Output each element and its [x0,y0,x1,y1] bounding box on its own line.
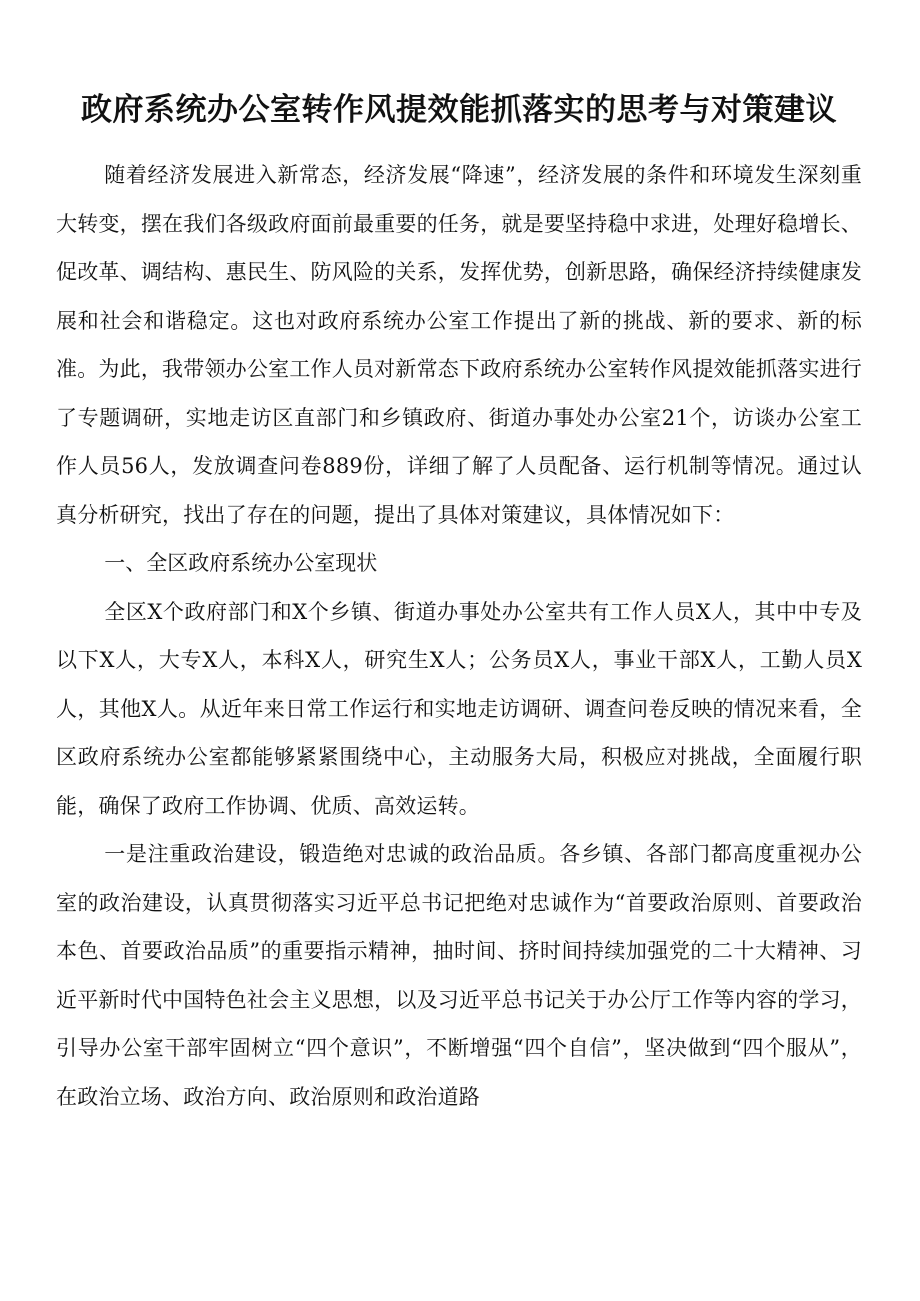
document-title: 政府系统办公室转作风提效能抓落实的思考与对策建议 [81,92,837,128]
intro-paragraph: 随着经济发展进入新常态，经济发展“降速”，经济发展的条件和环境发生深刻重大转变，摆在我们各级政府面前最重要的任务，就是要坚持稳中求进，处理好稳增长、促改革、调结构、惠民生、防风险的关系，发挥优势，创新思路，确保经济持续健康发展和社会和谐稳定。这也对政府系统办公室工作提出了新的挑战、新的要求、新的标准。为此，我带领办公室工作人员对新常态下政府系统办公室转作风提效能抓落实进行了专题调研，实地走访区直部门和乡镇政府、街道办事处办公室21个，访谈办公室工作人员56人，发放调查问卷889份，详细了解了人员配备、运行机制等情况。通过认真分析研究，找出了存在的问题，提出了具体对策建议，具体情况如下： [56,163,862,527]
section-heading: 一、全区政府系统办公室现状 [104,551,378,575]
status-paragraph: 全区X个政府部门和X个乡镇、街道办事处办公室共有工作人员X人，其中中专及以下X人，大专X人，本科X人，研究生X人；公务员X人，事业干部X人，工勤人员X人，其他X人。从近年来日常工作运行和实地走访调研、调查问卷反映的情况来看，全区政府系统办公室都能够紧紧围绕中心，主动服务大局，积极应对挑战，全面履行职能，确保了政府工作协调、优质、高效运转。 [56,599,862,818]
point-one-paragraph: 一是注重政治建设，锻造绝对忠诚的政治品质。各乡镇、各部门都高度重视办公室的政治建设，认真贯彻落实习近平总书记把绝对忠诚作为“首要政治原则、首要政治本色、首要政治品质”的重要指示精神，抽时间、挤时间持续加强党的二十大精神、习近平新时代中国特色社会主义思想，以及习近平总书记关于办公厅工作等内容的学习，引导办公室干部牢固树立“四个意识”，不断增强“四个自信”，坚决做到“四个服从”，在政治立场、政治方向、政治原则和政治道路 [56,842,862,1109]
